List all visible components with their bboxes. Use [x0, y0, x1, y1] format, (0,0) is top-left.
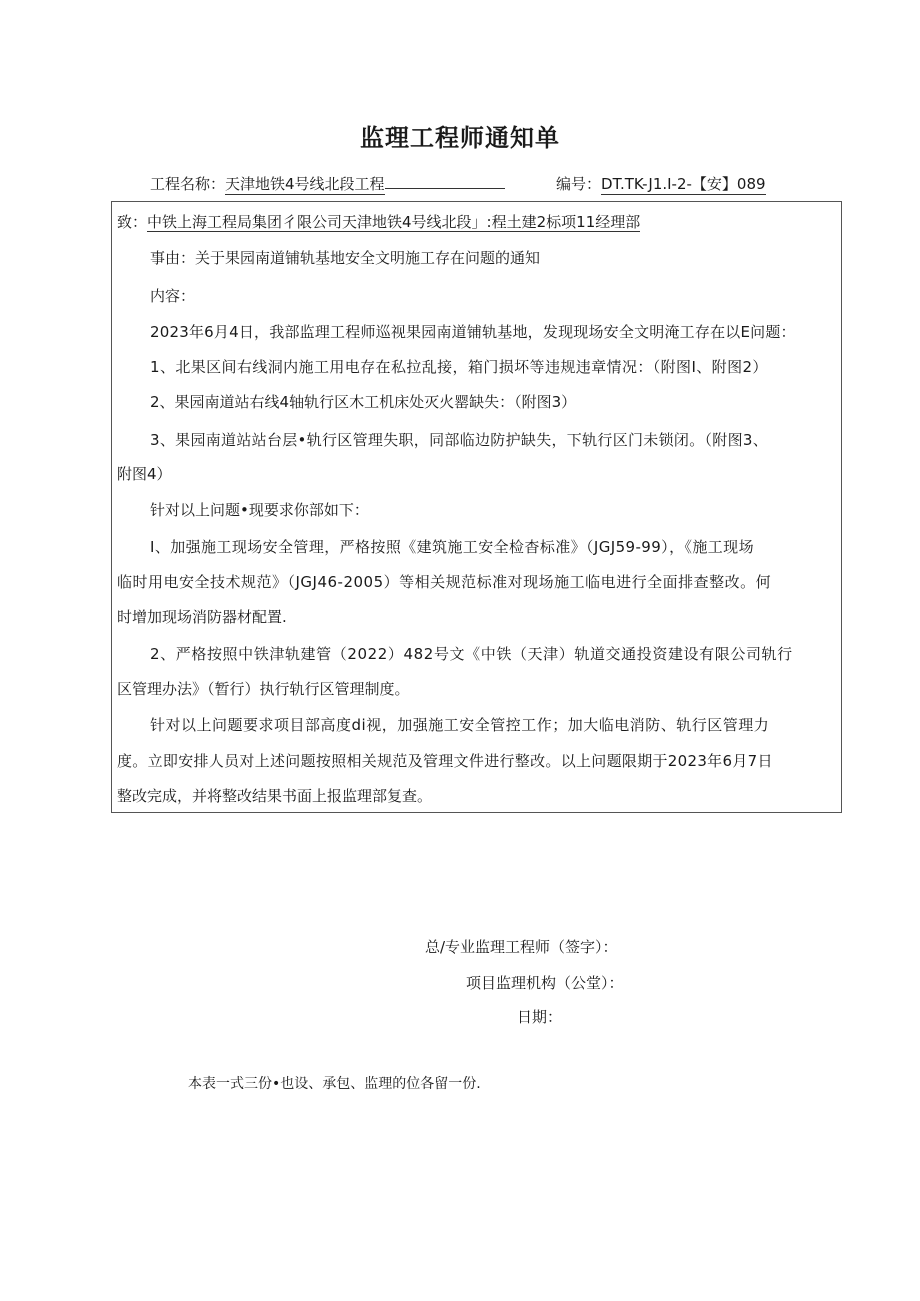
engineer-signature: 总/专业监理工程师（签字）：	[425, 938, 618, 956]
recipient-label: 致：	[117, 213, 148, 231]
document-number	[556, 173, 766, 194]
project-name-underline	[385, 187, 505, 189]
document-number-value: DT.TK-J1.I-2-【安】089	[601, 175, 766, 193]
notice-box	[111, 201, 842, 813]
content-line: 1、北果区间右线洞内施工用电存在私拉乱接，箱门损坏等违规违章情况：（附图I、附图2）	[150, 358, 768, 376]
content-line: 2、严格按照中铁津轨建管（2022）482号文《中铁（天津）轨道交通投资建设有限公司轨行	[150, 645, 793, 663]
project-name-value: 天津地铁4号线北段工程	[225, 175, 385, 193]
content-line: 整改完成，并将整改结果书面上报监理部复查。	[117, 787, 433, 805]
content-line: 3、果园南道站站台层•轨行区管理失职，同部临边防护缺失，下轨行区门未锁闭。（附图3、	[150, 431, 769, 449]
organization-seal: 项目监理机构（公堂）：	[466, 974, 624, 992]
content-line: 2、果园南道站右线4轴轨行区木工机床处灭火罂缺失：（附图3）	[150, 393, 577, 411]
content-line: I、加强施工现场安全管理，严格按照《建筑施工安全检杳标准》（JGJ59-99），《施工现场	[150, 538, 754, 556]
date-field: 日期：	[517, 1008, 563, 1026]
project-name-label: 工程名称：	[150, 175, 226, 193]
recipient-value: 中铁上海工程局集团彳限公司天津地铁4号线北段」:程土建2标项11经理部	[147, 213, 641, 231]
footnote: 本表一式三份•也设、承包、监理的位各留一份.	[188, 1076, 481, 1092]
content-line: 针对以上问题•现要求你部如下：	[150, 501, 369, 519]
subject-line: 事由：关于果园南道铺轨基地安全文明施工存在问题的通知	[150, 249, 541, 267]
content-line: 临时用电安全技术规范》（JGJ46-2005）等相关规范标准对现场施工临电进行全面排查整改。何	[117, 573, 772, 591]
content-line: 时增加现场消防器材配置.	[117, 608, 287, 626]
recipient-line	[117, 212, 640, 232]
content-line: 附图4）	[117, 465, 172, 483]
document-title: 监理工程师通知单	[360, 124, 560, 152]
project-name	[150, 173, 505, 194]
content-label: 内容：	[150, 287, 196, 305]
content-line: 区管理办法》（暂行）执行轨行区管理制度。	[117, 680, 410, 698]
content-line: 度。立即安排人员对上述问题按照相关规范及管理文件进行整改。以上问题限期于2023年6月7日	[117, 752, 773, 770]
content-line: 针对以上问题要求项目部高度di视，加强施工安全管控工作；加大临电消防、轨行区管理力	[150, 716, 770, 734]
document-number-label: 编号：	[556, 175, 602, 193]
content-line: 2023年6月4日，我部监理工程师巡视果园南道铺轨基地，发现现场安全文明淹工存在以E问题：	[150, 323, 796, 341]
